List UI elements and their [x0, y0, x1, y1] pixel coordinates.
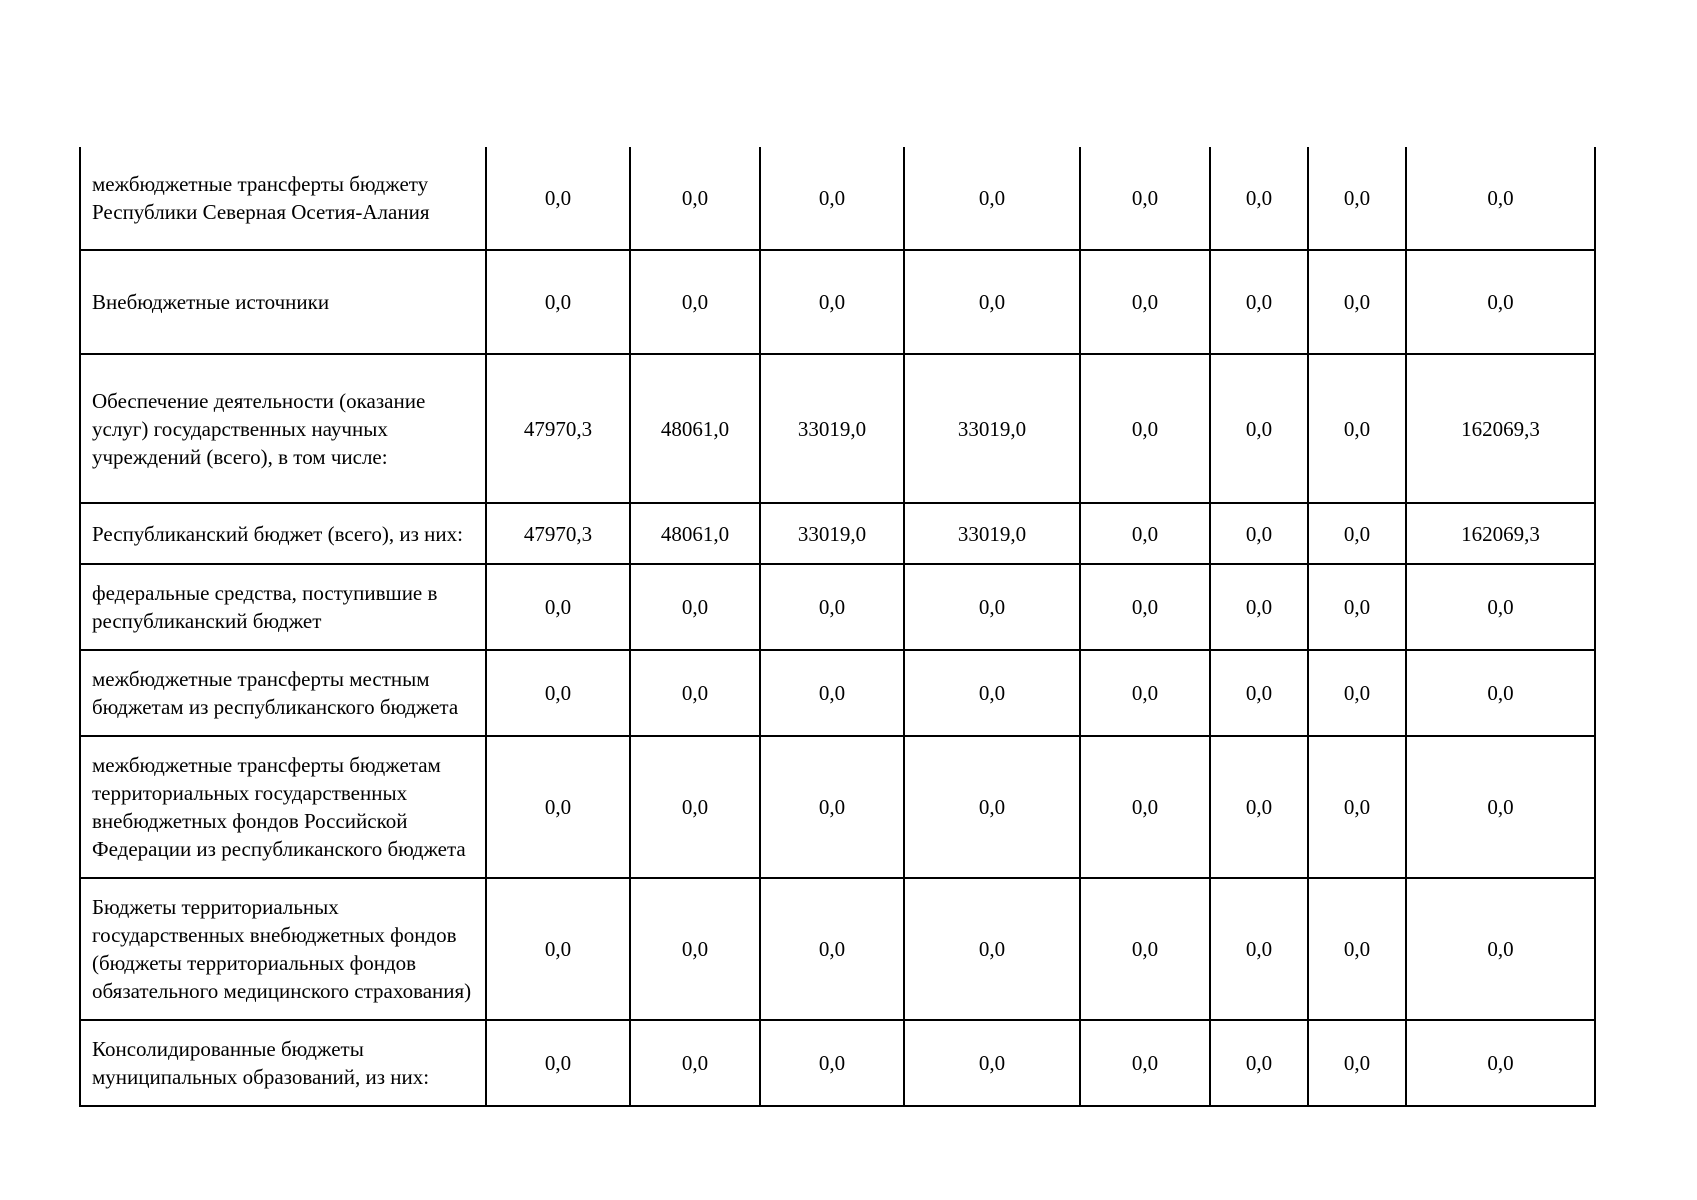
- cell-value: 0,0: [904, 250, 1080, 354]
- cell-value: 0,0: [486, 147, 630, 250]
- cell-value: 33019,0: [904, 354, 1080, 503]
- cell-value: 0,0: [760, 878, 904, 1020]
- cell-value: 0,0: [760, 1020, 904, 1106]
- cell-value: 0,0: [760, 147, 904, 250]
- cell-value: 0,0: [1308, 354, 1406, 503]
- cell-value: 0,0: [1406, 736, 1595, 878]
- row-label: межбюджетные трансферты местным бюджетам из республиканского бюджета: [80, 650, 486, 736]
- table-row: [80, 650, 1595, 736]
- cell-value: 0,0: [630, 736, 760, 878]
- cell-value: 0,0: [1308, 878, 1406, 1020]
- cell-value: 0,0: [630, 1020, 760, 1106]
- cell-value: 0,0: [486, 736, 630, 878]
- cell-value: 0,0: [904, 650, 1080, 736]
- cell-value: 0,0: [1406, 564, 1595, 650]
- cell-value: 47970,3: [486, 354, 630, 503]
- row-label: Внебюджетные источники: [80, 250, 486, 354]
- cell-value: 0,0: [630, 564, 760, 650]
- cell-value: 0,0: [486, 650, 630, 736]
- cell-value: 0,0: [1210, 354, 1308, 503]
- cell-value: 0,0: [904, 878, 1080, 1020]
- cell-value: 0,0: [760, 736, 904, 878]
- table-row: [80, 564, 1595, 650]
- cell-value: 0,0: [1308, 250, 1406, 354]
- cell-value: 0,0: [1080, 147, 1210, 250]
- cell-value: 0,0: [1406, 147, 1595, 250]
- cell-value: 0,0: [630, 878, 760, 1020]
- cell-value: 0,0: [1308, 147, 1406, 250]
- row-label: Республиканский бюджет (всего), из них:: [80, 503, 486, 564]
- cell-value: 0,0: [630, 650, 760, 736]
- cell-value: 0,0: [1080, 736, 1210, 878]
- table-row: [80, 503, 1595, 564]
- cell-value: 0,0: [1210, 736, 1308, 878]
- cell-value: 0,0: [760, 564, 904, 650]
- cell-value: 0,0: [760, 250, 904, 354]
- cell-value: 0,0: [1080, 250, 1210, 354]
- table-row: [80, 1020, 1595, 1106]
- cell-value: 0,0: [1210, 1020, 1308, 1106]
- cell-value: 48061,0: [630, 354, 760, 503]
- row-label: Бюджеты территориальных государственных внебюджетных фондов (бюджеты территориальных фондов обязательного медицинского страхования): [80, 878, 486, 1020]
- cell-value: 0,0: [904, 147, 1080, 250]
- cell-value: 47970,3: [486, 503, 630, 564]
- cell-value: 0,0: [486, 878, 630, 1020]
- cell-value: 0,0: [1308, 1020, 1406, 1106]
- cell-value: 0,0: [1080, 564, 1210, 650]
- cell-value: 0,0: [1080, 354, 1210, 503]
- table-row: [80, 878, 1595, 1020]
- row-label: Консолидированные бюджеты муниципальных образований, из них:: [80, 1020, 486, 1106]
- cell-value: 33019,0: [760, 354, 904, 503]
- cell-value: 0,0: [904, 736, 1080, 878]
- cell-value: 0,0: [1080, 650, 1210, 736]
- cell-value: 0,0: [1080, 1020, 1210, 1106]
- cell-value: 0,0: [1210, 564, 1308, 650]
- cell-value: 0,0: [904, 564, 1080, 650]
- cell-value: 0,0: [486, 564, 630, 650]
- table-row: [80, 736, 1595, 878]
- cell-value: 0,0: [1210, 878, 1308, 1020]
- cell-value: 0,0: [1308, 503, 1406, 564]
- cell-value: 33019,0: [904, 503, 1080, 564]
- row-label: межбюджетные трансферты бюджету Республики Северная Осетия-Алания: [80, 147, 486, 250]
- cell-value: 0,0: [760, 650, 904, 736]
- cell-value: 0,0: [486, 1020, 630, 1106]
- cell-value: 162069,3: [1406, 354, 1595, 503]
- cell-value: 0,0: [1210, 147, 1308, 250]
- budget-table: [79, 147, 1596, 1107]
- cell-value: 0,0: [630, 250, 760, 354]
- table-row: [80, 147, 1595, 250]
- cell-value: 0,0: [630, 147, 760, 250]
- cell-value: 0,0: [1406, 650, 1595, 736]
- row-label: межбюджетные трансферты бюджетам территориальных государственных внебюджетных фондов Российской Федерации из республиканского бюджета: [80, 736, 486, 878]
- cell-value: 0,0: [1308, 736, 1406, 878]
- cell-value: 0,0: [1406, 250, 1595, 354]
- cell-value: 0,0: [1406, 878, 1595, 1020]
- cell-value: 0,0: [1080, 878, 1210, 1020]
- table-row: [80, 250, 1595, 354]
- cell-value: 162069,3: [1406, 503, 1595, 564]
- cell-value: 0,0: [1080, 503, 1210, 564]
- table-row: [80, 354, 1595, 503]
- cell-value: 0,0: [904, 1020, 1080, 1106]
- row-label: Обеспечение деятельности (оказание услуг) государственных научных учреждений (всего), в том числе:: [80, 354, 486, 503]
- cell-value: 0,0: [1210, 250, 1308, 354]
- cell-value: 0,0: [486, 250, 630, 354]
- row-label: федеральные средства, поступившие в республиканский бюджет: [80, 564, 486, 650]
- cell-value: 0,0: [1210, 650, 1308, 736]
- cell-value: 0,0: [1210, 503, 1308, 564]
- cell-value: 0,0: [1406, 1020, 1595, 1106]
- cell-value: 48061,0: [630, 503, 760, 564]
- cell-value: 0,0: [1308, 650, 1406, 736]
- cell-value: 0,0: [1308, 564, 1406, 650]
- cell-value: 33019,0: [760, 503, 904, 564]
